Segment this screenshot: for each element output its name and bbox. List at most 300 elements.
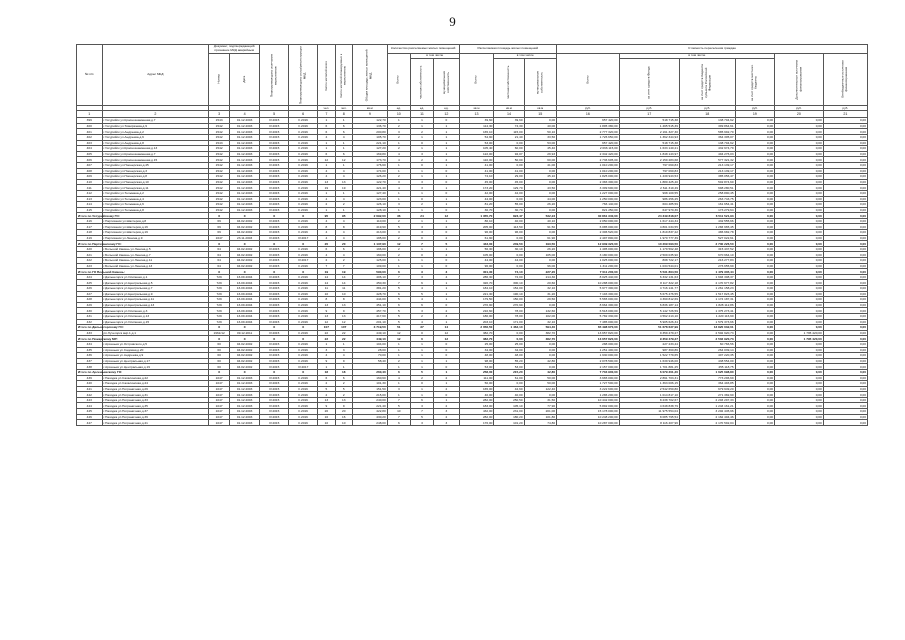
table-cell: 1	[410, 118, 433, 124]
table-cell: IV.2015	[260, 146, 289, 152]
address-cell: г.Уссурийск ул.Пионерская,д.45	[102, 162, 209, 168]
table-cell: 176,00	[459, 420, 494, 426]
table-cell: 518 715,38	[619, 118, 679, 124]
table-cell: 74,80	[524, 420, 557, 426]
table-cell: 01.12.2003	[230, 202, 260, 208]
table-cell: 0,00	[823, 162, 867, 168]
table-cell: 4	[410, 286, 433, 292]
table-cell: 5	[410, 414, 433, 420]
table-cell: 8 025 440,00	[557, 274, 620, 280]
table-cell: 0,00	[735, 263, 774, 269]
table-cell: IV.2015	[260, 409, 289, 415]
table-cell: 4	[318, 235, 335, 241]
table-cell: Итого по ГО Большой Камень:	[78, 269, 125, 274]
table-cell: 01.12.2003	[230, 185, 260, 191]
table-cell: 2 159 283,68	[619, 157, 679, 163]
table-cell: 315 437,52	[679, 246, 735, 252]
address-cell: г.Дальнегорск ул.Центральная,д.9	[102, 291, 209, 297]
table-cell: 0,00	[524, 353, 557, 359]
table-cell: 01.12.2003	[230, 134, 260, 140]
table-cell: 0,00	[823, 369, 867, 375]
table-cell: X	[209, 336, 230, 342]
address-cell: г.Уссурийск ул.Тимирязева,д.9	[102, 123, 209, 129]
table-cell: 0,00	[524, 392, 557, 398]
table-cell: 382,70	[459, 336, 494, 342]
table-cell: 1047	[209, 392, 230, 398]
table-cell: IV.2015	[260, 258, 289, 264]
table-cell: 2 777 320,00	[557, 129, 620, 135]
table-cell: 6	[318, 151, 335, 157]
address-cell: г.Уссурийск ул.Андреева,д.6	[102, 134, 209, 140]
table-cell: 0,00	[735, 274, 774, 280]
table-cell: 6	[410, 302, 433, 308]
header-in-that-2: в том числе	[494, 53, 557, 59]
table-cell: 74,10	[459, 174, 494, 180]
table-cell: 0,00	[735, 341, 774, 347]
table-cell: 729	[209, 319, 230, 325]
header-residents: Число жителей всего	[318, 45, 335, 106]
table-cell: 214,30	[524, 274, 557, 280]
table-cell: 13 820 032,01	[679, 325, 735, 331]
column-number: 17	[619, 111, 679, 118]
table-cell: IV.2015	[260, 280, 289, 286]
table-cell: II.2016	[289, 414, 318, 420]
table-cell: 2 611 319,49	[619, 185, 679, 191]
table-cell: 65 498 670,00	[557, 325, 620, 331]
table-cell: 1	[387, 263, 410, 269]
table-cell: 1	[434, 297, 460, 303]
table-cell: 1 251 400,00	[557, 347, 620, 353]
table-cell: 2	[387, 218, 410, 224]
table-cell: 6	[318, 123, 335, 129]
table-cell: 60	[209, 341, 230, 347]
table-cell: II.2016	[289, 174, 318, 180]
table-cell: 0,00	[775, 297, 824, 303]
header-rooms-total: Всего	[387, 53, 410, 106]
address-cell: г.Дальнегорск ул.Осипенко,д.13	[102, 313, 209, 319]
table-cell: 21,40	[494, 134, 524, 140]
table-cell: 1	[318, 364, 335, 370]
table-cell: 74,30	[494, 123, 524, 129]
table-cell: 0	[410, 235, 433, 241]
table-cell: 12	[318, 319, 335, 325]
table-cell: 399	[77, 118, 103, 124]
header-plan-demolish: Планируемая дата сноса/реконструкции МКД	[289, 45, 318, 106]
table-cell: 263 743,75	[679, 196, 735, 202]
table-cell: II.2016	[289, 129, 318, 135]
table-cell: 2 162 404,46	[679, 414, 735, 420]
address-cell: г.Большой Камень ул.Ленина,д.7	[102, 252, 209, 258]
table-cell: 55,00	[494, 202, 524, 208]
table-cell: 1	[387, 140, 410, 146]
table-cell: 0,00	[735, 213, 774, 219]
table-cell: X	[230, 369, 260, 375]
table-cell: X	[230, 336, 260, 342]
table-cell: 55,20	[494, 358, 524, 364]
table-cell: II.2016	[289, 381, 318, 387]
table-cell: 0,00	[775, 325, 824, 331]
table-cell: 4 562 213,10	[619, 313, 679, 319]
table-cell: 0,00	[823, 403, 867, 409]
table-cell: IV.2015	[260, 302, 289, 308]
table-cell: II.2016	[289, 224, 318, 230]
table-cell: 31,20	[524, 291, 557, 297]
table-cell: IV.2015	[260, 358, 289, 364]
table-cell: 1 727 500,00	[557, 381, 620, 387]
table-cell: 41,00	[459, 168, 494, 174]
table-cell: 432 555,66	[679, 218, 735, 224]
table-cell: 01.12.2003	[230, 146, 260, 152]
table-cell: 6 085 000,00	[557, 224, 620, 230]
header-area-group: Расселяемая площадь жилых помещений	[459, 45, 556, 54]
table-cell: 1	[434, 162, 460, 168]
table-cell: 1542	[209, 146, 230, 152]
table-cell: 2	[410, 313, 433, 319]
column-number: 7	[318, 111, 335, 118]
table-cell: 0,00	[775, 274, 824, 280]
table-cell: 2 157 000,00	[557, 364, 620, 370]
table-cell: 407	[77, 162, 103, 168]
table-cell: 1 375 273,41	[679, 308, 735, 314]
table-cell: 1 227 000,00	[557, 190, 620, 196]
table-cell: 0,00	[775, 353, 824, 359]
unit-cell: руб.	[679, 106, 735, 111]
table-cell: 0,00	[775, 414, 824, 420]
table-cell: 2 692,00	[352, 213, 387, 219]
table-cell: 2	[387, 358, 410, 364]
table-cell: 0,00	[775, 381, 824, 387]
table-cell: 0,00	[524, 118, 557, 124]
table-cell: 34,00	[459, 347, 494, 353]
table-cell: 0,00	[823, 414, 867, 420]
table-cell: 0	[434, 207, 460, 213]
table-cell: 1	[434, 185, 460, 191]
table-cell: 61,90	[524, 235, 557, 241]
table-cell: 1	[335, 140, 352, 146]
table-cell: 808 722,17	[619, 258, 679, 264]
table-cell: 1542	[209, 174, 230, 180]
table-cell: 4	[335, 252, 352, 258]
table-cell: 2	[387, 123, 410, 129]
table-cell: 1 137,90	[352, 241, 387, 247]
table-cell: 382,70	[524, 330, 557, 336]
table-cell: 14	[335, 280, 352, 286]
table-cell: 1	[387, 353, 410, 359]
table-cell: 2 736 605,00	[557, 157, 620, 163]
table-cell: 4 801 034,55	[619, 224, 679, 230]
header-cost-fund: за счет средств Фонда	[619, 59, 679, 106]
table-cell: 0,00	[735, 185, 774, 191]
table-cell: 0,00	[775, 140, 824, 146]
table-cell: 2	[434, 157, 460, 163]
table-cell: 419	[77, 235, 103, 241]
header-area-private: частная собственность	[494, 59, 524, 106]
table-cell: II.2016	[289, 375, 318, 381]
table-cell: 2	[410, 129, 433, 135]
table-cell: 16.09.2004	[230, 302, 260, 308]
table-cell: 1 639 946,00	[619, 358, 679, 364]
table-cell: 0,00	[823, 313, 867, 319]
unit-cell: руб.	[775, 106, 824, 111]
table-cell: 0,00	[775, 397, 824, 403]
table-cell: 0,00	[494, 252, 524, 258]
table-cell: 14	[318, 280, 335, 286]
table-cell: 0,00	[775, 230, 824, 236]
table-cell: 0,00	[823, 291, 867, 297]
table-cell: 0,00	[735, 353, 774, 359]
table-cell: II.2016	[289, 151, 318, 157]
table-cell: 0,00	[735, 381, 774, 387]
table-cell: 430	[77, 308, 103, 314]
table-cell: IV.2015	[260, 353, 289, 359]
table-cell: 42,80	[524, 369, 557, 375]
table-cell: 29,50	[524, 297, 557, 303]
table-cell: IV.2015	[260, 224, 289, 230]
table-cell: 22	[318, 336, 335, 342]
table-cell: 1	[410, 246, 433, 252]
table-cell: 0,00	[735, 392, 774, 398]
table-cell: 0,00	[735, 157, 774, 163]
table-cell: 0,00	[823, 358, 867, 364]
table-cell: 14	[318, 274, 335, 280]
table-cell: 0,00	[494, 336, 524, 342]
column-number: 3	[209, 111, 230, 118]
table-cell: 10	[335, 291, 352, 297]
header-doc-date: Дата	[230, 53, 260, 106]
table-cell: 364 305,07	[679, 134, 735, 140]
table-cell: 0	[434, 353, 460, 359]
table-cell: 136,70	[352, 123, 387, 129]
table-cell: X	[289, 213, 318, 219]
table-cell: 415	[77, 207, 103, 213]
table-cell: 1	[335, 207, 352, 213]
table-cell: 105,00	[459, 252, 494, 258]
table-cell: 1	[434, 174, 460, 180]
table-cell: 1542	[209, 123, 230, 129]
address-cell: г.Уссурийск ул.Тельмана,д.4	[102, 196, 209, 202]
table-cell: 6 079 201,20	[619, 369, 679, 375]
table-cell: 3	[434, 409, 460, 415]
table-cell: 0	[434, 302, 460, 308]
address-cell: г.Уссурийск ул.Тельмана,д.6	[102, 202, 209, 208]
table-cell: 0,00	[775, 190, 824, 196]
table-cell: 0,00	[823, 258, 867, 264]
table-cell: 227 233,44	[619, 341, 679, 347]
table-cell: 423	[77, 263, 103, 269]
table-cell: 6	[318, 375, 335, 381]
table-cell: 986 256,25	[619, 196, 679, 202]
table-cell: 1542	[209, 196, 230, 202]
table-cell: 2 502 920,73	[679, 336, 735, 342]
table-cell: 40,10	[524, 218, 557, 224]
table-cell: 0,00	[823, 179, 867, 185]
table-cell: 105,70	[352, 134, 387, 140]
table-cell: 19	[335, 269, 352, 275]
table-cell: 04.02.2002	[230, 341, 260, 347]
header-cost-extra: Дополнительные источники финансирования	[775, 53, 824, 106]
table-cell: 3	[318, 347, 335, 353]
table-cell: 0,00	[524, 364, 557, 370]
table-cell: 12	[387, 336, 410, 342]
address-cell: г.Находка ул.Пограничная,д.39	[102, 414, 209, 420]
table-cell: 04.02.2002	[230, 358, 260, 364]
table-cell: 1 010 200,00	[557, 162, 620, 168]
table-cell: Итого по Партизанскому ГО:	[78, 241, 122, 246]
table-cell: 444	[77, 403, 103, 409]
table-cell: 382,70	[459, 330, 494, 336]
table-cell: X	[260, 369, 289, 375]
table-cell: 1 795 420,00	[775, 336, 824, 342]
table-cell: 5 142 726,59	[619, 308, 679, 314]
table-cell: II.2016	[289, 274, 318, 280]
address-cell: г.Арсеньев ул.Островского,д.5	[102, 341, 209, 347]
table-cell: 6	[318, 129, 335, 135]
header-area-sum: Всего	[459, 53, 494, 106]
table-cell: 449,10	[352, 330, 387, 336]
address-cell: г.Уссурийск ул.Краснознаменная,д.15	[102, 157, 209, 163]
table-cell: 0	[434, 347, 460, 353]
table-cell: 288 000,00	[557, 341, 620, 347]
table-cell: 1 726 650,00	[557, 134, 620, 140]
table-cell: 1	[387, 392, 410, 398]
table-cell: 4	[335, 174, 352, 180]
table-cell: 101,80	[524, 414, 557, 420]
table-cell: 1	[318, 207, 335, 213]
table-cell: X	[230, 213, 260, 219]
table-cell: 1	[410, 174, 433, 180]
unit-cell: руб.	[735, 106, 774, 111]
table-cell: 69	[209, 224, 230, 230]
table-cell: 4 390 812,69	[619, 297, 679, 303]
table-cell: 54,90	[459, 134, 494, 140]
table-cell: 78,00	[494, 308, 524, 314]
table-cell: 107	[318, 325, 335, 331]
table-cell: 50,00	[524, 375, 557, 381]
table-cell: 53,00	[459, 364, 494, 370]
table-cell: 15 178 000,00	[557, 409, 620, 415]
table-cell: 437	[77, 358, 103, 364]
table-cell: 0,00	[735, 179, 774, 185]
table-cell: 1 220 116,90	[679, 313, 735, 319]
table-cell: 2	[410, 375, 433, 381]
table-cell: 1 014 817,10	[619, 392, 679, 398]
table-cell: 70,00	[352, 353, 387, 359]
table-cell: 0,00	[735, 129, 774, 135]
header-cost-region: за счет средств бюджета субъекта Российской Федерации	[679, 59, 735, 106]
table-cell: 0,00	[823, 252, 867, 258]
table-cell: 441	[77, 386, 103, 392]
table-cell: 7	[387, 280, 410, 286]
table-cell: 13	[318, 302, 335, 308]
table-cell: 01.12.2003	[230, 381, 260, 387]
table-cell: II.2016	[289, 230, 318, 236]
table-cell: 447	[77, 420, 103, 426]
table-cell: 400	[77, 123, 103, 129]
table-cell: 1 517 823,45	[679, 291, 735, 297]
table-cell: 6	[387, 369, 410, 375]
table-cell: 0	[434, 364, 460, 370]
table-cell: 428,70	[352, 291, 387, 297]
table-cell: 1	[387, 207, 410, 213]
table-cell: 0,00	[823, 224, 867, 230]
table-cell: 590,00	[352, 269, 387, 275]
table-cell: 109,00	[352, 263, 387, 269]
table-cell: 1 462,10	[494, 325, 524, 331]
table-cell: X	[260, 213, 289, 219]
table-cell: 0,00	[775, 280, 824, 286]
table-cell: 04.02.2002	[230, 364, 260, 370]
table-cell: 413	[77, 196, 103, 202]
table-cell: 0,00	[735, 190, 774, 196]
table-cell: 1	[410, 190, 433, 196]
table-cell: 36	[387, 213, 410, 219]
table-cell: 221,30	[459, 291, 494, 297]
table-cell: 2	[434, 403, 460, 409]
column-number: 12	[434, 111, 460, 118]
table-cell: 0,00	[735, 308, 774, 314]
table-cell: 138 704,62	[679, 118, 735, 124]
table-cell: 04.02.2002	[230, 263, 260, 269]
table-cell: 2 170 677,82	[679, 280, 735, 286]
table-cell: 39,60	[494, 118, 524, 124]
table-cell: 8	[335, 297, 352, 303]
table-cell: 104,00	[352, 341, 387, 347]
table-cell: IV.2015	[260, 123, 289, 129]
table-cell: 3	[410, 224, 433, 230]
table-cell: 1 895 380,00	[557, 123, 620, 129]
table-cell: 1	[318, 146, 335, 152]
table-cell: 13	[318, 179, 335, 185]
table-cell: 4	[318, 134, 335, 140]
table-cell: 1543	[209, 140, 230, 146]
address-cell: г.Уссурийск ул.Пионерская,д.11	[102, 185, 209, 191]
unit-cell: кв.м	[352, 106, 387, 111]
table-cell: 0,00	[775, 123, 824, 129]
table-cell: 1	[387, 364, 410, 370]
table-cell: 01.12.2003	[230, 196, 260, 202]
table-cell: 96,00	[494, 230, 524, 236]
column-number: 21	[823, 111, 867, 118]
table-cell: 4	[335, 196, 352, 202]
table-cell: IV.2015	[260, 230, 289, 236]
table-cell: X	[230, 325, 260, 331]
table-cell: 9	[318, 403, 335, 409]
table-cell: 221,10	[352, 140, 387, 146]
table-cell: 184,10	[459, 286, 494, 292]
table-cell: 1	[434, 369, 460, 375]
table-cell: 300,10	[494, 280, 524, 286]
table-cell: 0,00	[823, 353, 867, 359]
table-cell: IV.2015	[260, 375, 289, 381]
table-cell: 6	[387, 269, 410, 275]
table-cell: 0,00	[494, 330, 524, 336]
table-cell: 12 939 320,00	[557, 241, 620, 247]
table-cell: 0,00	[775, 409, 824, 415]
table-cell: X	[209, 269, 230, 275]
table-cell: 09.12.2011	[230, 330, 260, 336]
unit-cell: ед.	[410, 106, 433, 111]
table-cell: 0	[434, 230, 460, 236]
table-cell: 81,20	[459, 202, 494, 208]
table-cell: Итого по Арсеньевскому ГО:	[78, 370, 123, 375]
table-cell: 1542	[209, 157, 230, 163]
table-cell: 04.02.2002	[230, 246, 260, 252]
table-cell: 196,00	[352, 246, 387, 252]
table-cell: 1	[318, 118, 335, 124]
table-cell: 2 050 000,00	[557, 218, 620, 224]
table-cell: 1	[434, 286, 460, 292]
table-body	[77, 118, 868, 426]
